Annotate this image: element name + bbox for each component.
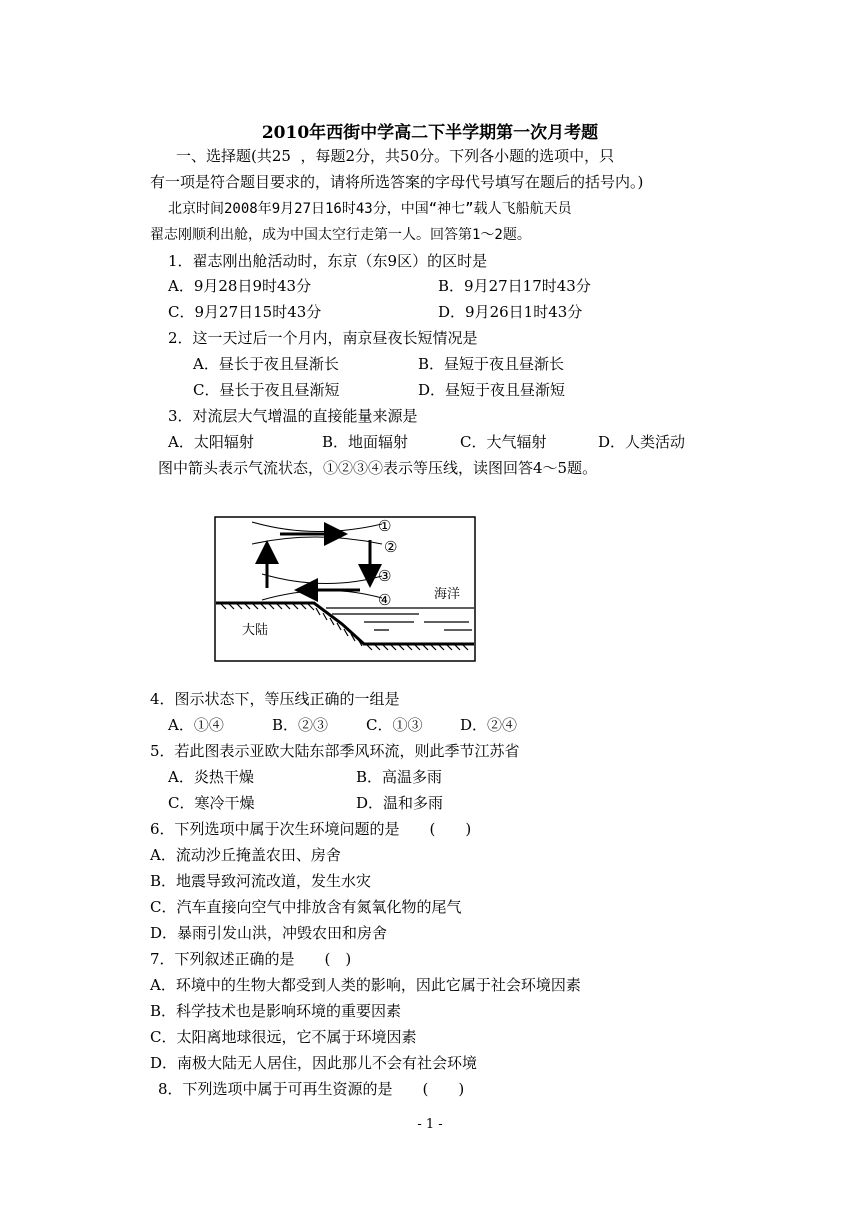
question-7-option-c: C．太阳离地球很远，它不属于环境因素: [150, 1028, 417, 1046]
question-5-option-c: C．寒冷干燥: [168, 794, 255, 812]
isobar-label-1: ①: [378, 517, 392, 535]
context-line-1: 北京时间2008年9月27日16时43分，中国“神七”载人飞船航天员: [168, 201, 572, 217]
question-5-option-d: D．温和多雨: [356, 794, 444, 812]
question-3-stem: 3．对流层大气增温的直接能量来源是: [168, 407, 418, 425]
question-5-stem: 5．若此图表示亚欧大陆东部季风环流，则此季节江苏省: [150, 742, 520, 760]
question-2-option-b: B．昼短于夜且昼渐长: [418, 355, 565, 373]
question-8-stem: 8．下列选项中属于可再生资源的是 ( ): [158, 1080, 465, 1098]
question-1-option-b: B．9月27日17时43分: [438, 277, 591, 295]
question-2-option-c: C．昼长于夜且昼渐短: [193, 381, 340, 399]
question-3-option-a: A．太阳辐射: [168, 433, 254, 451]
question-6-option-a: A．流动沙丘掩盖农田、房舍: [150, 846, 341, 864]
question-5-option-b: B．高温多雨: [356, 768, 443, 786]
circulation-diagram: [214, 516, 476, 666]
question-5-option-a: A．炎热干燥: [168, 768, 254, 786]
question-2-stem: 2．这一天过后一个月内，南京昼夜长短情况是: [168, 329, 478, 347]
question-6-option-c: C．汽车直接向空气中排放含有氮氧化物的尾气: [150, 898, 462, 916]
question-4-option-c: C．①③: [366, 716, 423, 734]
question-7-option-a: A．环境中的生物大都受到人类的影响，因此它属于社会环境因素: [150, 976, 581, 994]
question-2-option-a: A．昼长于夜且昼渐长: [193, 355, 339, 373]
isobar-label-2: ②: [384, 538, 398, 556]
question-4-stem: 4．图示状态下，等压线正确的一组是: [150, 690, 400, 708]
question-6-option-d: D．暴雨引发山洪，冲毁农田和房舍: [150, 924, 388, 942]
instructions-line-1: 一、选择题(共25 ，每题2分，共50分。下列各小题的选项中，只: [176, 147, 615, 165]
question-3-option-b: B．地面辐射: [322, 433, 409, 451]
page-number: - 1 -: [417, 1117, 443, 1132]
ocean-label: 海洋: [434, 587, 461, 602]
question-1-option-c: C．9月27日15时43分: [168, 303, 322, 321]
question-3-option-c: C．大气辐射: [460, 433, 547, 451]
question-6-option-b: B．地震导致河流改道，发生水灾: [150, 872, 372, 890]
question-4-option-b: B．②③: [272, 716, 329, 734]
page-title: 2010年西街中学高二下半学期第一次月考题: [261, 123, 599, 143]
instructions-line-2: 有一项是符合题目要求的，请将所选答案的字母代号填写在题后的括号内。): [150, 173, 644, 191]
question-1-option-a: A．9月28日9时43分: [168, 277, 312, 295]
question-7-stem: 7．下列叙述正确的是 ( ): [150, 950, 352, 968]
question-7-option-d: D．南极大陆无人居住，因此那儿不会有社会环境: [150, 1054, 478, 1072]
figure-intro: 图中箭头表示气流状态，①②③④表示等压线，读图回答4～5题。: [158, 459, 598, 477]
question-1-option-d: D．9月26日1时43分: [438, 303, 583, 321]
question-3-option-d: D．人类活动: [598, 433, 686, 451]
isobar-label-4: ④: [378, 591, 392, 609]
question-4-option-a: A．①④: [168, 716, 224, 734]
question-4-option-d: D．②④: [460, 716, 518, 734]
isobar-label-3: ③: [378, 567, 392, 585]
question-1-stem: 1．翟志刚出舱活动时，东京（东9区）的区时是: [168, 252, 488, 270]
question-7-option-b: B．科学技术也是影响环境的重要因素: [150, 1002, 402, 1020]
land-label: 大陆: [242, 623, 269, 638]
context-line-2: 翟志刚顺利出舱，成为中国太空行走第一人。回答第1～2题。: [150, 227, 531, 243]
question-6-stem: 6．下列选项中属于次生环境问题的是 ( ): [150, 820, 472, 838]
question-2-option-d: D．昼短于夜且昼渐短: [418, 381, 566, 399]
